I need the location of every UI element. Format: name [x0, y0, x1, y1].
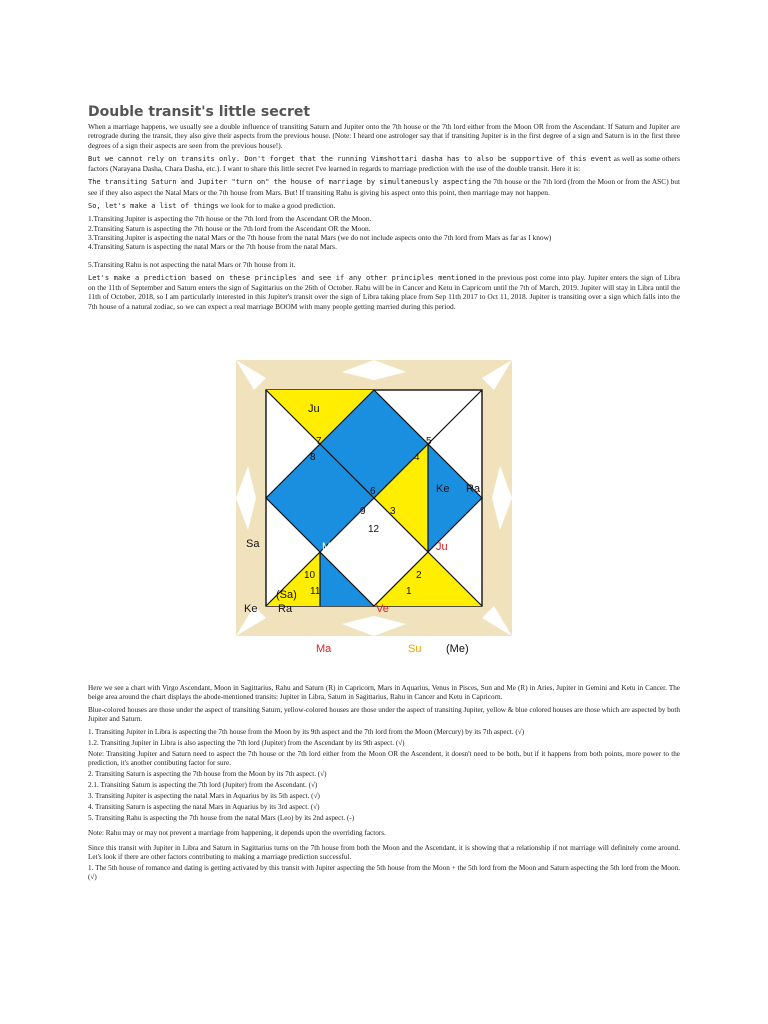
analysis-item: 3. Transiting Jupiter is aspecting the natal Mars in Aquarius by its 5th aspect. (√) — [88, 792, 320, 800]
house-number: 10 — [304, 570, 316, 581]
list-intro — [88, 201, 680, 211]
house-number: 6 — [370, 486, 376, 497]
article — [88, 100, 680, 314]
north-indian-chart — [236, 360, 512, 655]
planet-mo: Mo — [322, 541, 338, 553]
planet-me: (Me) — [446, 643, 469, 655]
secret-rest: the 7th house or the 7th lord (from the Moon or from the ASC) but see if they also aspect the Natal Mars or the 7th house from Mars. But! If transiting Rahu is giving his aspect onto this point, then marriage may not happen. — [88, 177, 681, 197]
planet-su: Su — [408, 643, 422, 655]
dasha-highlight: But we cannot rely on transits only. Don't forget that the running Vimshottari dasha has to also be supportive of this event — [88, 154, 612, 163]
planet-ra-right: Ra — [466, 483, 481, 495]
conclusion-paragraph: Since this transit with Jupiter in Libra and Saturn in Sagittarius turns on the 7th house from both the Moon and the Ascendant, it is showing that a relationship if not marriage will definitely come around. Let's look if there are other factors contributing to making a marriage prediction successful. — [88, 844, 680, 861]
house-number: 3 — [390, 506, 396, 517]
secret-paragraph — [88, 177, 680, 197]
analysis-item: 2. Transiting Saturn is aspecting the 7th house from the Moon by its 7th aspect. (√) — [88, 770, 327, 778]
planet-ve: Ve — [376, 603, 389, 615]
analysis-item: Note: Transiting Jupiter and Saturn need to aspect the 7th house or the 7th lord either from the Moon OR the Ascendent, it doesn't need to be both, but if it happens from both points, more power to the prediction, it's another contibuting factor for sure. — [88, 750, 680, 767]
list-item: 2.Transiting Saturn is aspecting the 7th house or the 7th lord from the Ascendant OR the Moon. — [88, 223, 371, 233]
intro-paragraph: When a marriage happens, we usually see a double influence of transiting Saturn and Jupiter onto the 7th house or the 7th lord either from the Moon OR from the Ascendant. If Saturn and Jupiter are retrograde during the transit, they also give their aspects from the previous house. (Note: I heard one astrologer say that if transiting Jupiter is in the first degree of a sign and Saturn is in the first three degrees of a sign their aspects are seen from the previous house!). — [88, 122, 680, 150]
list-item: 5.Transiting Rahu is not aspecting the natal Mars or 7th house from it. — [88, 259, 296, 269]
planet-ke-right: Ke — [436, 483, 450, 495]
house-number: 7 — [316, 436, 322, 447]
secret-highlight: The transiting Saturn and Jupiter "turn on" the house of marriage by simultaneously aspecting — [88, 178, 481, 187]
list-intro-highlight: So, let's make a list of things — [88, 202, 219, 211]
dasha-paragraph — [88, 154, 680, 174]
house-number: 1 — [406, 586, 412, 597]
analysis-item: 1.2. Transiting Jupiter in Libra is also aspecting the 7th lord (Jupiter) from the Ascendant by its 9th aspect. (√) — [88, 739, 405, 747]
list-item: 4.Transiting Saturn is aspecting the natal Mars or the 7th house from the natal Mars. — [88, 242, 337, 252]
criteria-list — [88, 214, 680, 268]
list-intro-rest: we look for to make a good prediction. — [218, 201, 336, 211]
article-title: Double transit's little secret — [88, 104, 311, 120]
list-item: 3.Transiting Jupiter is aspecting the natal Mars or the 7th house from the natal Mars (we do not include aspects onto the 7th lord from Mars as far as I know) — [88, 232, 552, 242]
prediction-paragraph — [88, 273, 680, 311]
analysis-item: 5. Transiting Rahu is aspecting the 7th house from the natal Mars (Leo) by its 2nd aspect. (-) — [88, 814, 355, 822]
planet-ke-left: Ke — [244, 603, 258, 615]
list-item: 1.Transiting Jupiter is aspecting the 7th house or the 7th lord from the Ascendant OR the Moon. — [88, 214, 372, 224]
analysis-item: 1. Transiting Jupiter in Libra is aspecting the 7th house from the Moon by its 9th aspect and the 7th lord from the Moon (Mercury) by its 7th aspect. (√) — [88, 728, 525, 736]
analysis-item: 2.1. Transiting Saturn is aspecting the 7th lord (Jupiter) from the Ascendant. (√) — [88, 781, 318, 789]
planet-sa-left: Sa — [246, 538, 260, 550]
house-number: 5 — [426, 436, 432, 447]
planet-ju-mid: Ju — [436, 541, 448, 553]
chart-svg — [236, 360, 512, 655]
planet-ma: Ma — [316, 643, 332, 655]
rahu-note: Note: Rahu may or may not prevent a marriage from happening, it depends upon the overriding factors. — [88, 829, 386, 837]
planet-ju-top: Ju — [308, 403, 320, 415]
house-number: 12 — [368, 524, 380, 535]
house-number: 4 — [414, 452, 420, 463]
analysis-item: 4. Transiting Saturn is aspecting the natal Mars in Aquarius by its 3rd aspect. (√) — [88, 803, 320, 811]
analysis-section — [88, 684, 680, 884]
house-number: 11 — [310, 586, 321, 597]
dasha-rest: as well as some others factors (Narayana Dasha, Chara Dasha, etc.). I want to share this little secret I've learned in regards to marriage prediction with the use of the double transit. Here it is: — [88, 153, 680, 174]
prediction-highlight: Let's make a prediction based on these principles and see if any other principles mentioned — [88, 273, 477, 282]
prediction-rest: in the previous post come into play. Jupiter enters the sign of Libra on the 11th of September and Saturn enters the sign of Sagittarius on the 26th of October. Rahu will be in Cancer and Ketu in Capricorn until the 7th of March, 2019. Jupiter will stay in Libra until the 11th of October, 2018, so I am particularly interested in this Jupiter's transit over the sign of Libra taking place from Sep 11th 2017 to Oct 11, 2018. Jupiter is transiting over a sign which falls into the 7th house of a natural zodiac, so we can expect a real marriage BOOM with many people getting married during this period. — [88, 272, 680, 311]
house-number: 9 — [360, 506, 366, 517]
house-number: 2 — [416, 570, 422, 581]
fifth-house-paragraph: 1. The 5th house of romance and dating is getting activated by this transit with Jupiter aspecting the 5th house from the Moon + the 5th lord from the Moon and Saturn aspecting the 5th lord from the Moon. (√) — [88, 864, 680, 881]
house-number: 8 — [310, 452, 316, 463]
planet-sa-retro: (Sa) — [276, 589, 297, 601]
planet-ra-left: Ra — [278, 603, 293, 615]
chart-description: Here we see a chart with Virgo Ascendant, Moon in Sagittarius, Rahu and Saturn (R) in Capricorn, Mars in Aquarius, Venus in Pisces, Sun and Me (R) in Aries, Jupiter in Gemini and Ketu in Cancer. The beige area around the chart displays the abode-mentioned transits: Jupiter in Libra, Saturn in Sagittarius, Rahu in Cancer and Ketu in Capricorn. — [88, 684, 680, 701]
analysis-list — [88, 728, 680, 823]
color-legend: Blue-colored houses are those under the aspect of transiting Saturn, yellow-colored houses are those under the aspect of transiting Jupiter, yellow & blue colored houses are those which are aspected by both Jupiter and Saturn. — [88, 706, 680, 723]
